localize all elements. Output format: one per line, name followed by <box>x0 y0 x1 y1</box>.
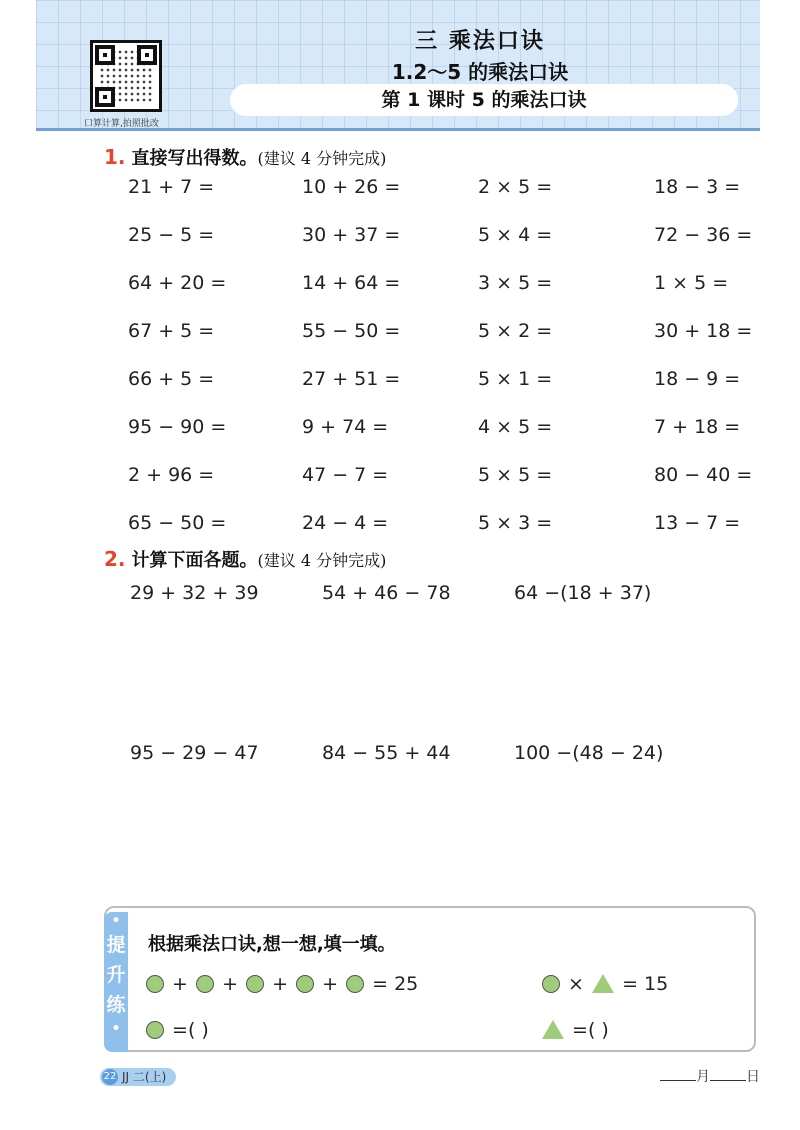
equation[interactable]: 47 − 7 = <box>302 464 389 486</box>
circle-sum-equation <box>146 972 420 995</box>
question-2-heading <box>104 546 386 572</box>
equation[interactable]: 2 + 96 = <box>128 464 215 486</box>
qr-caption: 口算计算,拍照批改 <box>84 119 159 129</box>
question-hint: (建议 4 分钟完成) <box>257 551 387 570</box>
plus-sign: + <box>222 972 238 995</box>
equation[interactable]: 64 + 20 = <box>128 272 227 294</box>
circle-shape-icon <box>246 975 264 993</box>
equation[interactable]: 14 + 64 = <box>302 272 401 294</box>
circle-shape-icon <box>346 975 364 993</box>
expression[interactable]: 54 + 46 − 78 <box>322 582 451 604</box>
equation[interactable]: 24 − 4 = <box>302 512 389 534</box>
equation[interactable]: 1 × 5 = <box>654 272 729 294</box>
equation[interactable]: 5 × 1 = <box>478 368 553 390</box>
page-footer-label <box>100 1068 176 1086</box>
plus-sign: + <box>272 972 288 995</box>
expression[interactable]: 64 −(18 + 37) <box>514 582 652 604</box>
expression[interactable]: 84 − 55 + 44 <box>322 742 451 764</box>
circle-shape-icon <box>542 975 560 993</box>
question-title: 计算下面各题。 <box>131 550 258 571</box>
equation[interactable]: 4 × 5 = <box>478 416 553 438</box>
equation[interactable]: 5 × 4 = <box>478 224 553 246</box>
day-blank[interactable] <box>710 1066 746 1081</box>
question-number: 1. <box>104 145 126 169</box>
tab-char: 练 <box>106 994 126 1016</box>
plus-sign: + <box>172 972 188 995</box>
question-title: 直接写出得数。 <box>131 148 258 169</box>
equation[interactable]: 9 + 74 = <box>302 416 389 438</box>
month-label: 月 <box>696 1069 710 1085</box>
question-1-heading <box>104 144 386 170</box>
equation[interactable]: 30 + 37 = <box>302 224 401 246</box>
edition-label: JJ 二(上) <box>122 1070 167 1084</box>
expression[interactable]: 95 − 29 − 47 <box>130 742 259 764</box>
question-hint: (建议 4 分钟完成) <box>257 149 387 168</box>
equation[interactable]: 95 − 90 = <box>128 416 227 438</box>
page-number: 22 <box>102 1069 118 1085</box>
triangle-shape-icon <box>542 1020 564 1039</box>
practice-prompt: 根据乘法口诀,想一想,填一填。 <box>148 934 396 955</box>
equation[interactable]: 21 + 7 = <box>128 176 215 198</box>
equation[interactable]: 5 × 3 = <box>478 512 553 534</box>
equation[interactable]: 25 − 5 = <box>128 224 215 246</box>
tab-char: 提 <box>106 934 126 956</box>
equation[interactable]: 80 − 40 = <box>654 464 753 486</box>
circle-shape-icon <box>146 1021 164 1039</box>
question-number: 2. <box>104 547 126 571</box>
equation[interactable]: 13 − 7 = <box>654 512 741 534</box>
circle-shape-icon <box>296 975 314 993</box>
plus-sign: + <box>322 972 339 995</box>
triangle-answer-blank[interactable]: =( ) <box>572 1018 609 1041</box>
equation[interactable]: 7 + 18 = <box>654 416 741 438</box>
month-blank[interactable] <box>660 1066 696 1081</box>
equation[interactable]: 2 × 5 = <box>478 176 553 198</box>
circle-answer-blank[interactable]: =( ) <box>172 1018 209 1041</box>
section-title: 1.2～5 的乘法口诀 <box>391 60 569 84</box>
product-equation <box>542 972 670 995</box>
equation[interactable]: 10 + 26 = <box>302 176 401 198</box>
equation[interactable]: 72 − 36 = <box>654 224 753 246</box>
circle-shape-icon <box>196 975 214 993</box>
equation[interactable]: 30 + 18 = <box>654 320 753 342</box>
day-label: 日 <box>746 1069 760 1085</box>
equation[interactable]: 18 − 9 = <box>654 368 741 390</box>
circle-answer-row <box>146 1018 211 1041</box>
equation[interactable]: 18 − 3 = <box>654 176 741 198</box>
sum-result: = 25 <box>372 972 419 995</box>
triangle-shape-icon <box>592 974 614 993</box>
date-field <box>660 1066 760 1086</box>
lesson-title: 第 1 课时 5 的乘法口诀 <box>230 84 738 116</box>
unit-title: 三 乘法口诀 <box>415 29 545 54</box>
expression[interactable]: 29 + 32 + 39 <box>130 582 259 604</box>
equation[interactable]: 3 × 5 = <box>478 272 553 294</box>
circle-shape-icon <box>146 975 164 993</box>
triangle-answer-row <box>542 1018 611 1041</box>
equation[interactable]: 5 × 2 = <box>478 320 553 342</box>
equation[interactable]: 65 − 50 = <box>128 512 227 534</box>
times-sign: × <box>568 972 584 995</box>
qr-code-icon[interactable] <box>90 40 162 112</box>
tab-char: 升 <box>106 964 126 986</box>
product-result: = 15 <box>622 972 669 995</box>
equation[interactable]: 5 × 5 = <box>478 464 553 486</box>
equation[interactable]: 66 + 5 = <box>128 368 215 390</box>
practice-tab: • 提 升 练 • <box>104 912 128 1052</box>
equation[interactable]: 67 + 5 = <box>128 320 215 342</box>
equation[interactable]: 27 + 51 = <box>302 368 401 390</box>
equation[interactable]: 55 − 50 = <box>302 320 401 342</box>
expression[interactable]: 100 −(48 − 24) <box>514 742 664 764</box>
